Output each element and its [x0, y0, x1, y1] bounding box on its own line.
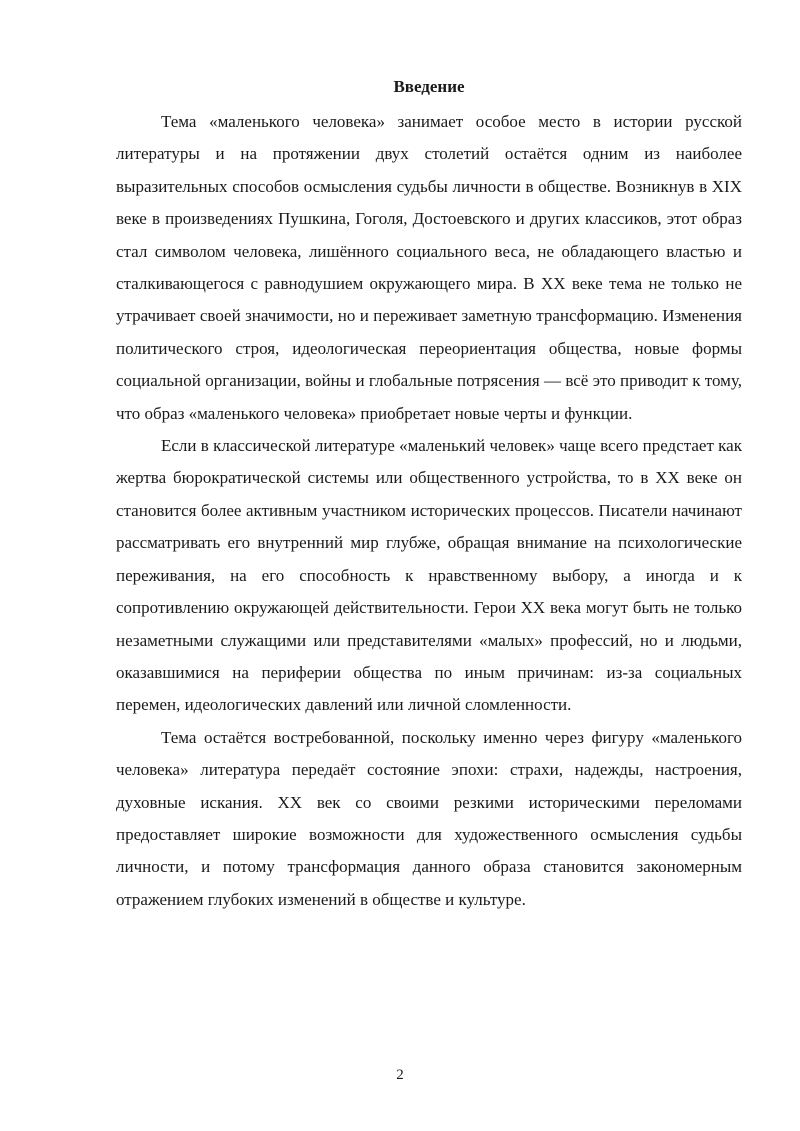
paragraph-3: Тема остаётся востребованной, поскольку именно через фигуру «маленького человека» литература передаёт состояние эпохи: страхи, надежды, настроения, духовные искания. XX век со своими резкими историческими переломами предоставляет широкие возможности для художественного осмысления судьбы личности, и потому трансформация данного образа становится закономерным отражением глубоких изменений в обществе и культуре. [116, 727, 742, 909]
paragraph-2: Если в классической литературе «маленький человек» чаще всего предстает как жертва бюрократической системы или общественного устройства, то в XX веке он становится более активным участником исторических процессов. Писатели начинают рассматривать его внутренний мир глубже, обращая внимание на психологические переживания, на его способность к нравственному выбору, а иногда и к сопротивлению окружающей действительности. Герои XX века могут быть не только незаметными служащими или представителями «малых» профессий, но и людьми, оказавшимися на периферии общества по иным причинам: из-за социальных перемен, идеологических давлений или личной сломленности. [116, 436, 742, 715]
page-content [116, 74, 742, 916]
page-number: 2 [396, 1067, 404, 1083]
section-heading: Введение [393, 77, 465, 96]
paragraph-1: Тема «маленького человека» занимает особое место в истории русской литературы и на протяжении двух столетий остаётся одним из наиболее выразительных способов осмысления судьбы личности в обществе. Возникнув в XIX веке в произведениях Пушкина, Гоголя, Достоевского и других классиков, этот образ стал символом человека, лишённого социального веса, не обладающего властью и сталкивающегося с равнодушием окружающего мира. В XX веке тема не только не утрачивает своей значимости, но и переживает заметную трансформацию. Изменения политического строя, идеологическая переориентация общества, новые формы социальной организации, войны и глобальные потрясения — всё это приводит к тому, что образ «маленького человека» приобретает новые черты и функции. [116, 112, 742, 423]
